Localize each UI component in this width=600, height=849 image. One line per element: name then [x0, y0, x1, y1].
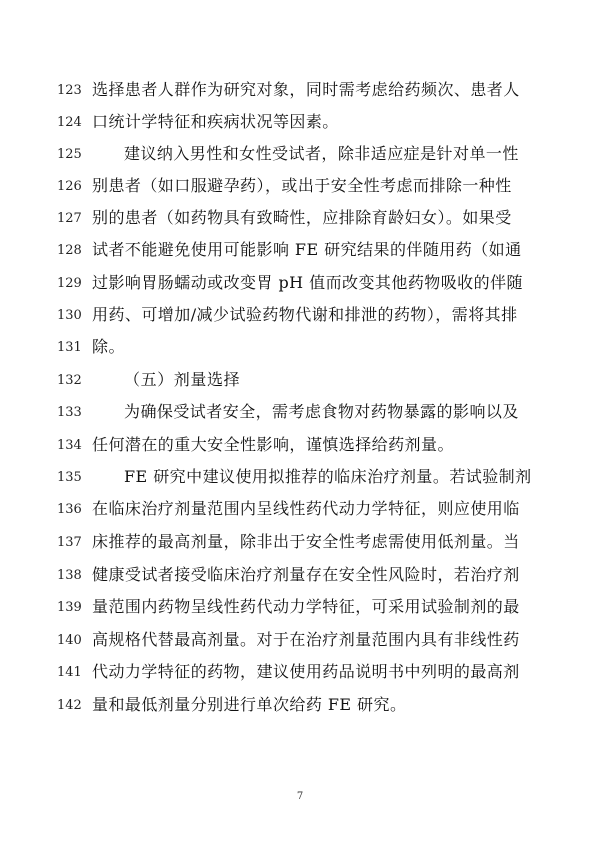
- line-136: [0, 494, 600, 526]
- line-number: 136: [57, 502, 82, 517]
- line-139: [0, 592, 600, 624]
- line-123: [0, 75, 600, 107]
- line-127: [0, 203, 600, 235]
- line-text: 选择患者人群作为研究对象，同时需考虑给药频次、患者人: [92, 80, 520, 99]
- line-text: 代动力学特征的药物，建议使用药品说明书中列明的最高剂: [92, 662, 520, 681]
- page-number: 7: [296, 791, 304, 802]
- line-133: [0, 397, 600, 429]
- line-137: [0, 527, 600, 559]
- line-number: 139: [57, 600, 82, 615]
- line-number: 128: [57, 243, 82, 258]
- line-text: 建议纳入男性和女性受试者，除非适应症是针对单一性: [124, 144, 519, 163]
- line-126: [0, 171, 600, 203]
- line-text: 过影响胃肠蠕动或改变胃 pH 值而改变其他药物吸收的伴随: [92, 273, 523, 292]
- line-text: 量和最低剂量分别进行单次给药 FE 研究。: [92, 695, 407, 714]
- line-text: 别的患者（如药物具有致畸性，应排除育龄妇女）。如果受: [92, 208, 512, 227]
- line-text: FE 研究中建议使用拟推荐的临床治疗剂量。若试验制剂: [124, 467, 532, 486]
- line-140: [0, 625, 600, 657]
- line-text: 用药、可增加/减少试验药物代谢和排泄的药物），需将其排: [92, 305, 518, 324]
- line-number: 126: [57, 179, 82, 194]
- line-124: [0, 107, 600, 139]
- line-number: 142: [57, 698, 82, 713]
- line-135: [0, 462, 600, 494]
- line-number: 124: [57, 115, 82, 130]
- line-142: [0, 690, 600, 722]
- line-number: 131: [57, 340, 82, 355]
- line-text: 高规格代替最高剂量。对于在治疗剂量范围内具有非线性药: [92, 630, 520, 649]
- line-text: 健康受试者接受临床治疗剂量存在安全性风险时，若治疗剂: [92, 565, 520, 584]
- line-number: 134: [57, 438, 82, 453]
- line-text: 除。: [92, 337, 125, 356]
- line-number: 130: [57, 308, 82, 323]
- line-text: 为确保受试者安全，需考虑食物对药物暴露的影响以及: [124, 402, 519, 421]
- line-131: [0, 332, 600, 364]
- line-129: [0, 268, 600, 300]
- line-141: [0, 657, 600, 689]
- line-number: 137: [57, 535, 82, 550]
- line-text: 试者不能避免使用可能影响 FE 研究结果的伴随用药（如通: [92, 240, 522, 259]
- line-128: [0, 235, 600, 267]
- line-number: 141: [57, 665, 82, 680]
- line-number: 138: [57, 568, 82, 583]
- line-text: 口统计学特征和疾病状况等因素。: [92, 112, 339, 131]
- line-text: 在临床治疗剂量范围内呈线性药代动力学特征，则应使用临: [92, 499, 520, 518]
- line-text: 床推荐的最高剂量，除非出于安全性考虑需使用低剂量。当: [92, 532, 520, 551]
- section-heading: （五）剂量选择: [124, 370, 241, 389]
- line-text: 别患者（如口服避孕药），或出于安全性考虑而排除一种性: [92, 176, 512, 195]
- line-138: [0, 560, 600, 592]
- line-number: 140: [57, 633, 82, 648]
- line-number: 125: [57, 147, 82, 162]
- line-number: 132: [57, 373, 82, 388]
- line-132: [0, 365, 600, 397]
- line-130: [0, 300, 600, 332]
- line-text: 任何潜在的重大安全性影响，谨慎选择给药剂量。: [92, 435, 454, 454]
- line-number: 135: [57, 470, 82, 485]
- line-number: 127: [57, 211, 82, 226]
- line-number: 123: [57, 83, 82, 98]
- line-125: [0, 139, 600, 171]
- line-number: 129: [57, 276, 82, 291]
- line-134: [0, 430, 600, 462]
- line-number: 133: [57, 405, 82, 420]
- line-text: 量范围内药物呈线性药代动力学特征，可采用试验制剂的最: [92, 597, 520, 616]
